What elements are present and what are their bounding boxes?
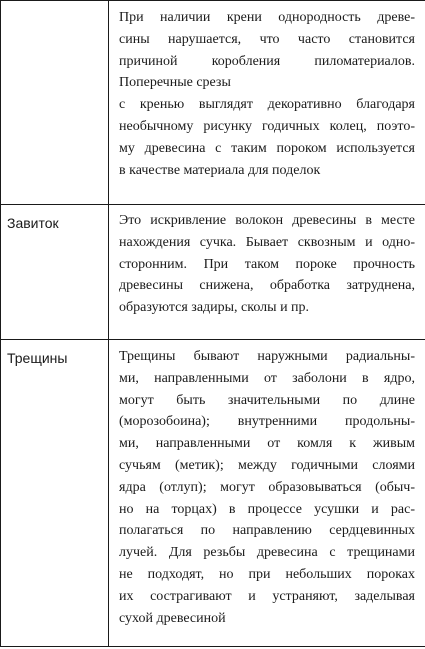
description-line: сины нарушается, что часто становится [119,31,415,47]
description-line: ми, направленными от комля к живым [119,436,415,452]
table-row [1,340,425,647]
defect-description-cell [109,340,425,647]
description-line: могут быть значительными по длине [119,392,415,408]
description-line: причиной коробления пиломатериалов. [119,53,415,69]
description-line: но на торцах) в процессе усушки и рас- [119,501,415,517]
description-line: с кренью выглядят декоративно благодаря [119,97,415,113]
description-line: необычному рисунку годичных колец, поэто- [119,118,415,134]
description-line: му древесина с таким пороком используется [119,140,415,156]
defect-name: Трещины [7,350,68,366]
description-line: сучьям (метик); между годичными слоями [119,457,415,473]
description-line: древесины снижена, обработка затруднена, [119,278,415,294]
description-line: ядра (отлуп); могут образовываться (обыч- [119,479,415,495]
defect-name-cell [1,205,109,340]
defect-description [109,1,425,181]
description-line: Поперечные срезы [119,75,231,91]
description-line: лучей. Для резьбы древесина с трещинами [119,545,415,561]
defect-description [109,340,425,629]
table-row [1,205,425,340]
description-line: ми, направленными от заболони в ядро, [119,370,415,386]
description-line: образуются задиры, сколы и пр. [119,300,310,316]
description-line: При наличии крени однородность древе- [119,10,415,25]
description-line: Это искривление волокон древесины в месте [119,213,415,228]
defect-name [1,1,108,9]
description-line: Трещины бывают наружными радиальны- [119,349,415,364]
table-row [1,1,425,205]
description-line: их сострагивают и устраняют, заделывая [119,588,415,604]
description-line: полагаться по направлению сердцевинных [119,523,415,539]
defect-name: Завиток [7,215,59,231]
description-line: (морозобоина); внутренними продольны- [119,414,415,430]
defect-description-cell [109,205,425,340]
defect-name-cell [1,340,109,647]
description-line: не подходят, но при небольших пороках [119,566,415,582]
description-line: в качестве материала для поделок [119,162,321,178]
defect-description [109,205,425,319]
description-line: нахождения сучка. Бывает сквозным и одно- [119,234,415,250]
defect-name-cell [1,1,109,205]
description-line: сторонним. При таком пороке прочность [119,256,415,272]
description-line: сухой древесиной [119,610,226,626]
defect-description-cell [109,1,425,205]
